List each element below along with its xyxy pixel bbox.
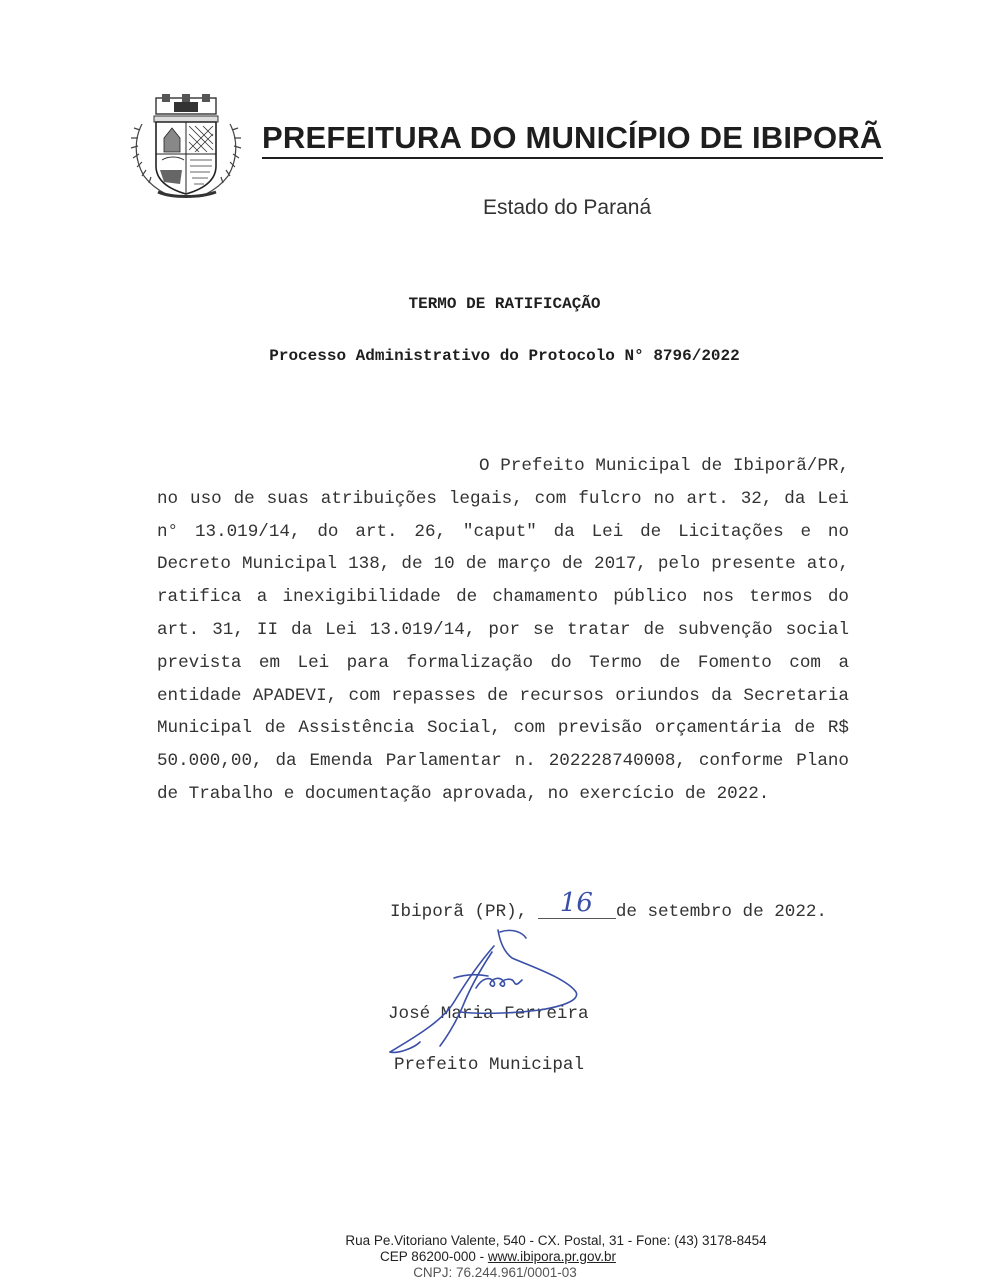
ratification-text: O Prefeito Municipal de Ibiporã/PR, no uso de suas atribuições legais, com fulcro no art. 32, da Lei n° 13.019/14, do art. 26, "caput" da Lei de Licitações e no Decreto Municipal 138, de 10 de março de 2017, pelo presente ato, ratifica a inexigibilidade de chamamento público nos termos do art. 31, II da Lei 13.019/14, por se tratar de subvenção social prevista em Lei para formalização do Termo de Fomento com a entidade APADEVI, com repasses de recursos oriundos da Secretaria Municipal de Assistência Social, com previsão orçamentária de R$ 50.000,00, da Emenda Parlamentar n. 202228740008, conforme Plano de Trabalho e documentação aprovada, no exercício de 2022.: [157, 456, 849, 804]
footer-address: Rua Pe.Vitoriano Valente, 540 - CX. Postal, 31 - Fone: (43) 3178-8454: [345, 1233, 767, 1248]
website-link[interactable]: www.ibipora.pr.gov.br: [487, 1249, 616, 1264]
process-number: Processo Administrativo do Protocolo N° 8796/2022: [269, 347, 740, 365]
footer-cep: CEP 86200-000 -: [380, 1249, 485, 1264]
footer-cnpj: CNPJ: 76.244.961/0001-03: [413, 1265, 577, 1280]
date-line: [390, 888, 850, 922]
state-subtitle: Estado do Paraná: [483, 196, 652, 219]
document-title: TERMO DE RATIFICAÇÃO: [408, 295, 601, 313]
date-prefix: Ibiporã (PR),: [390, 902, 528, 922]
day-field: [538, 888, 616, 919]
date-suffix: de setembro de 2022.: [615, 902, 827, 922]
municipal-crest-logo: [128, 94, 244, 202]
handwritten-signature: [380, 922, 590, 1058]
signer-name: José Maria Ferreira: [388, 1004, 589, 1024]
footer-cep-line: [0, 1249, 989, 1264]
handwritten-day: 16: [559, 888, 593, 918]
municipality-title: PREFEITURA DO MUNICÍPIO DE IBIPORÃ: [262, 120, 883, 159]
signer-role: Prefeito Municipal: [394, 1055, 585, 1075]
